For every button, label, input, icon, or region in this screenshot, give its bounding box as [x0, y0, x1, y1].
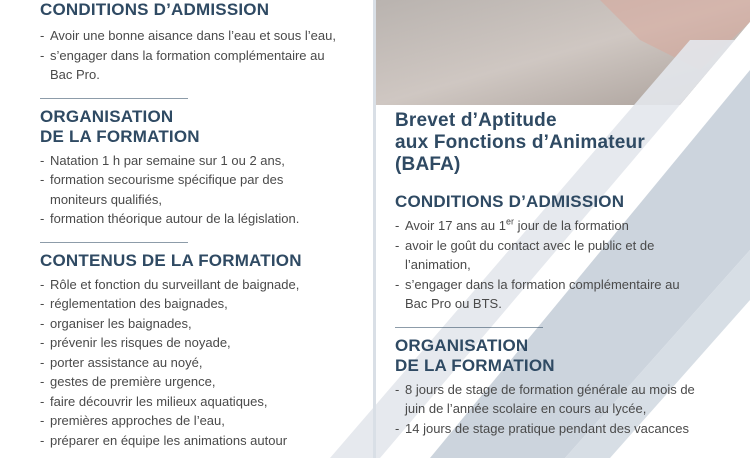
bafa-organisation-list	[395, 380, 725, 439]
list-item: - faire découvrir les milieux aquatiques,	[40, 392, 370, 412]
bafa-title	[395, 110, 725, 176]
organisation-heading	[40, 107, 370, 147]
organisation-heading-line1: ORGANISATION	[40, 106, 174, 126]
section-rule	[395, 327, 543, 328]
list-item: - s’engager dans la formation complémentaire au Bac Pro.	[40, 46, 350, 85]
list-item: - porter assistance au noyé,	[40, 353, 370, 373]
bafa-organisation-line1: ORGANISATION	[395, 335, 529, 355]
bafa-title-line1: Brevet d’Aptitude	[395, 110, 557, 131]
list-item: - s’engager dans la formation complémentaire au Bac Pro ou BTS.	[395, 275, 705, 314]
bafa-organisation-line2: DE LA FORMATION	[395, 355, 555, 375]
list-item: - avoir le goût du contact avec le public et de l’animation,	[395, 236, 660, 275]
bafa-conditions-list	[395, 216, 725, 314]
conditions-list	[40, 26, 370, 85]
list-item: - réglementation des baignades,	[40, 294, 370, 314]
list-item: - 8 jours de stage de formation générale au mois de juin de l’année scolaire en cours au lycée,	[395, 380, 705, 419]
list-item: - gestes de première urgence,	[40, 372, 370, 392]
list-item: - Avoir 17 ans au 1er jour de la formation	[395, 216, 725, 236]
contenus-heading: CONTENUS DE LA FORMATION	[40, 250, 302, 270]
conditions-heading: CONDITIONS D’ADMISSION	[40, 0, 270, 19]
contenus-list	[40, 275, 370, 451]
column-divider	[373, 0, 376, 458]
section-rule	[40, 242, 188, 243]
organisation-heading-line2: DE LA FORMATION	[40, 126, 200, 146]
section-rule	[40, 98, 188, 99]
list-item: - premières approches de l’eau,	[40, 411, 370, 431]
list-item: - formation secourisme spécifique par des moniteurs qualifiés,	[40, 170, 330, 209]
list-item: - Rôle et fonction du surveillant de baignade,	[40, 275, 370, 295]
left-column	[40, 0, 370, 450]
bafa-title-line2: aux Fonctions d’Animateur	[395, 132, 645, 153]
list-item: - 14 jours de stage pratique pendant des vacances	[395, 419, 725, 439]
bafa-conditions-heading: CONDITIONS D’ADMISSION	[395, 192, 625, 211]
right-column	[395, 110, 725, 438]
list-item: - organiser les baignades,	[40, 314, 370, 334]
list-item: - formation théorique autour de la législation.	[40, 209, 370, 229]
list-item: - Natation 1 h par semaine sur 1 ou 2 ans,	[40, 151, 370, 171]
bafa-organisation-heading	[395, 336, 725, 376]
bafa-title-line3: (BAFA)	[395, 154, 461, 175]
list-item: - prévenir les risques de noyade,	[40, 333, 370, 353]
list-item: - préparer en équipe les animations autour	[40, 431, 370, 451]
list-item: - Avoir une bonne aisance dans l’eau et sous l’eau,	[40, 26, 370, 46]
organisation-list	[40, 151, 370, 229]
